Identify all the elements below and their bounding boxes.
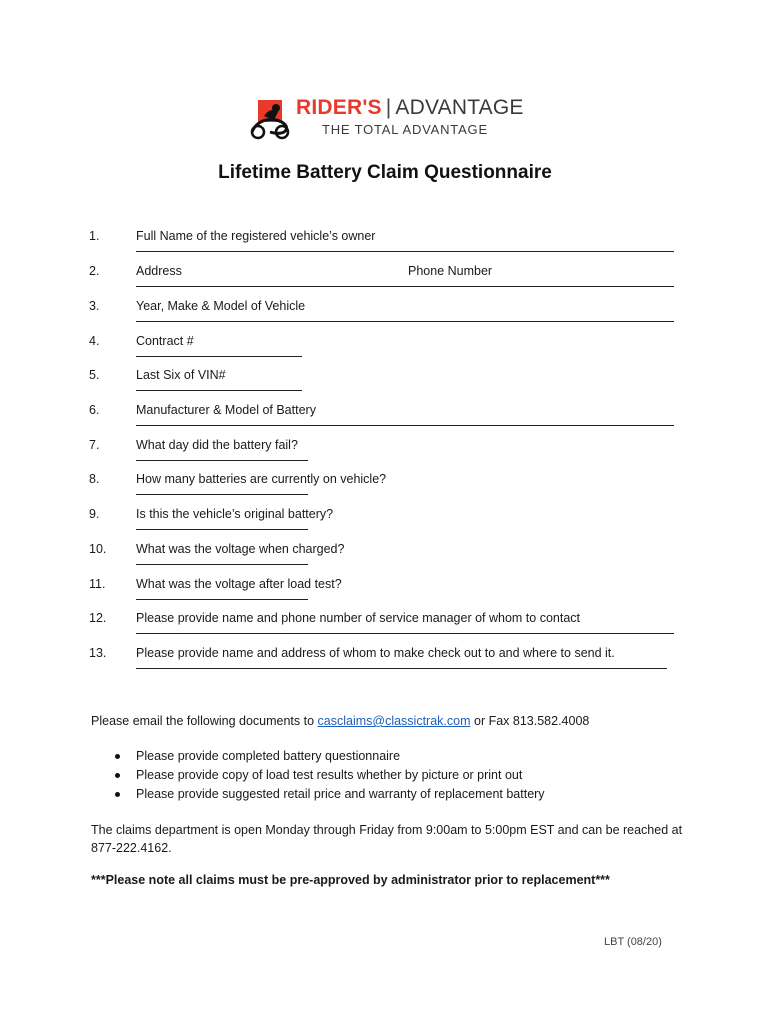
list-item-text: Please provide copy of load test results whether by picture or print out: [136, 768, 523, 782]
list-item-text: Please provide completed battery questionnaire: [136, 749, 401, 763]
list-item: [112, 787, 545, 806]
question-number: 12.: [89, 611, 107, 625]
logo-separator: |: [385, 96, 392, 119]
answer-line[interactable]: [136, 599, 308, 600]
question-number: 9.: [89, 507, 100, 521]
logo-wordmark: [296, 96, 524, 120]
question-8: [0, 472, 770, 507]
question-text: Year, Make & Model of Vehicle: [136, 299, 306, 313]
list-item-text: Please provide suggested retail price and warranty of replacement battery: [136, 787, 545, 801]
bullet-icon: [115, 773, 120, 778]
question-text: Address: [136, 264, 182, 278]
question-number: 13.: [89, 646, 107, 660]
question-text: Contract #: [136, 334, 194, 348]
question-text: How many batteries are currently on vehicle?: [136, 472, 387, 486]
claims-email-link[interactable]: casclaims@classictrak.com: [317, 714, 471, 728]
answer-line[interactable]: [136, 321, 674, 322]
motorcycle-rider-logo-icon: [248, 98, 292, 140]
question-number: 8.: [89, 472, 100, 486]
question-12: [0, 611, 770, 646]
phone-number-label: Phone Number: [408, 264, 493, 278]
email-prefix: Please email the following documents to: [91, 714, 318, 728]
email-instructions: [91, 714, 589, 728]
question-5: [0, 368, 770, 403]
logo-tagline: THE TOTAL ADVANTAGE: [322, 122, 488, 137]
form-code: LBT (08/20): [604, 936, 662, 948]
answer-line[interactable]: [136, 529, 308, 530]
answer-line[interactable]: [136, 668, 667, 669]
question-number: 4.: [89, 334, 100, 348]
answer-line[interactable]: [136, 425, 674, 426]
logo-product: ADVANTAGE: [395, 96, 524, 119]
question-number: 10.: [89, 542, 107, 556]
answer-line[interactable]: [136, 494, 308, 495]
question-number: 1.: [89, 229, 100, 243]
question-number: 3.: [89, 299, 100, 313]
question-text: Is this the vehicle’s original battery?: [136, 507, 334, 521]
answer-line[interactable]: [136, 633, 674, 634]
question-text: Last Six of VIN#: [136, 368, 226, 382]
question-number: 7.: [89, 438, 100, 452]
bullet-icon: [115, 754, 120, 759]
answer-line[interactable]: [136, 460, 308, 461]
question-10: [0, 542, 770, 577]
question-text: Manufacturer & Model of Battery: [136, 403, 316, 417]
question-number: 2.: [89, 264, 100, 278]
list-item: [112, 749, 545, 768]
bullet-icon: [115, 792, 120, 797]
question-text: What was the voltage after load test?: [136, 577, 342, 591]
question-text: Please provide name and phone number of service manager of whom to contact: [136, 611, 581, 625]
question-13: [0, 646, 770, 681]
required-documents-list: [112, 749, 545, 806]
question-text: What day did the battery fail?: [136, 438, 298, 452]
question-number: 6.: [89, 403, 100, 417]
question-1: [0, 229, 770, 264]
answer-line[interactable]: [136, 390, 302, 391]
answer-line[interactable]: [136, 251, 674, 252]
question-text: Please provide name and address of whom to make check out to and where to send it.: [136, 646, 615, 660]
question-11: [0, 577, 770, 612]
question-text: What was the voltage when charged?: [136, 542, 345, 556]
question-6: [0, 403, 770, 438]
question-9: [0, 507, 770, 542]
question-3: [0, 299, 770, 334]
question-number: 11.: [89, 577, 106, 591]
list-item: [112, 768, 545, 787]
question-7: [0, 438, 770, 473]
fax-text: or Fax 813.582.4008: [470, 714, 590, 728]
question-2: [0, 264, 770, 299]
claims-hours: The claims department is open Monday through Friday from 9:00am to 5:00pm EST and can be reached at 877-222.4162.: [91, 823, 683, 855]
page-title: Lifetime Battery Claim Questionnaire: [218, 162, 552, 183]
question-text: Full Name of the registered vehicle’s owner: [136, 229, 376, 243]
answer-line[interactable]: [136, 286, 674, 287]
answer-line[interactable]: [136, 564, 308, 565]
riders-advantage-logo: [248, 96, 528, 144]
answer-line[interactable]: [136, 356, 302, 357]
question-number: 5.: [89, 368, 100, 382]
logo-brand: RIDER'S: [296, 96, 382, 119]
pre-approval-note: ***Please note all claims must be pre-approved by administrator prior to replacement***: [91, 873, 610, 887]
question-4: [0, 334, 770, 369]
